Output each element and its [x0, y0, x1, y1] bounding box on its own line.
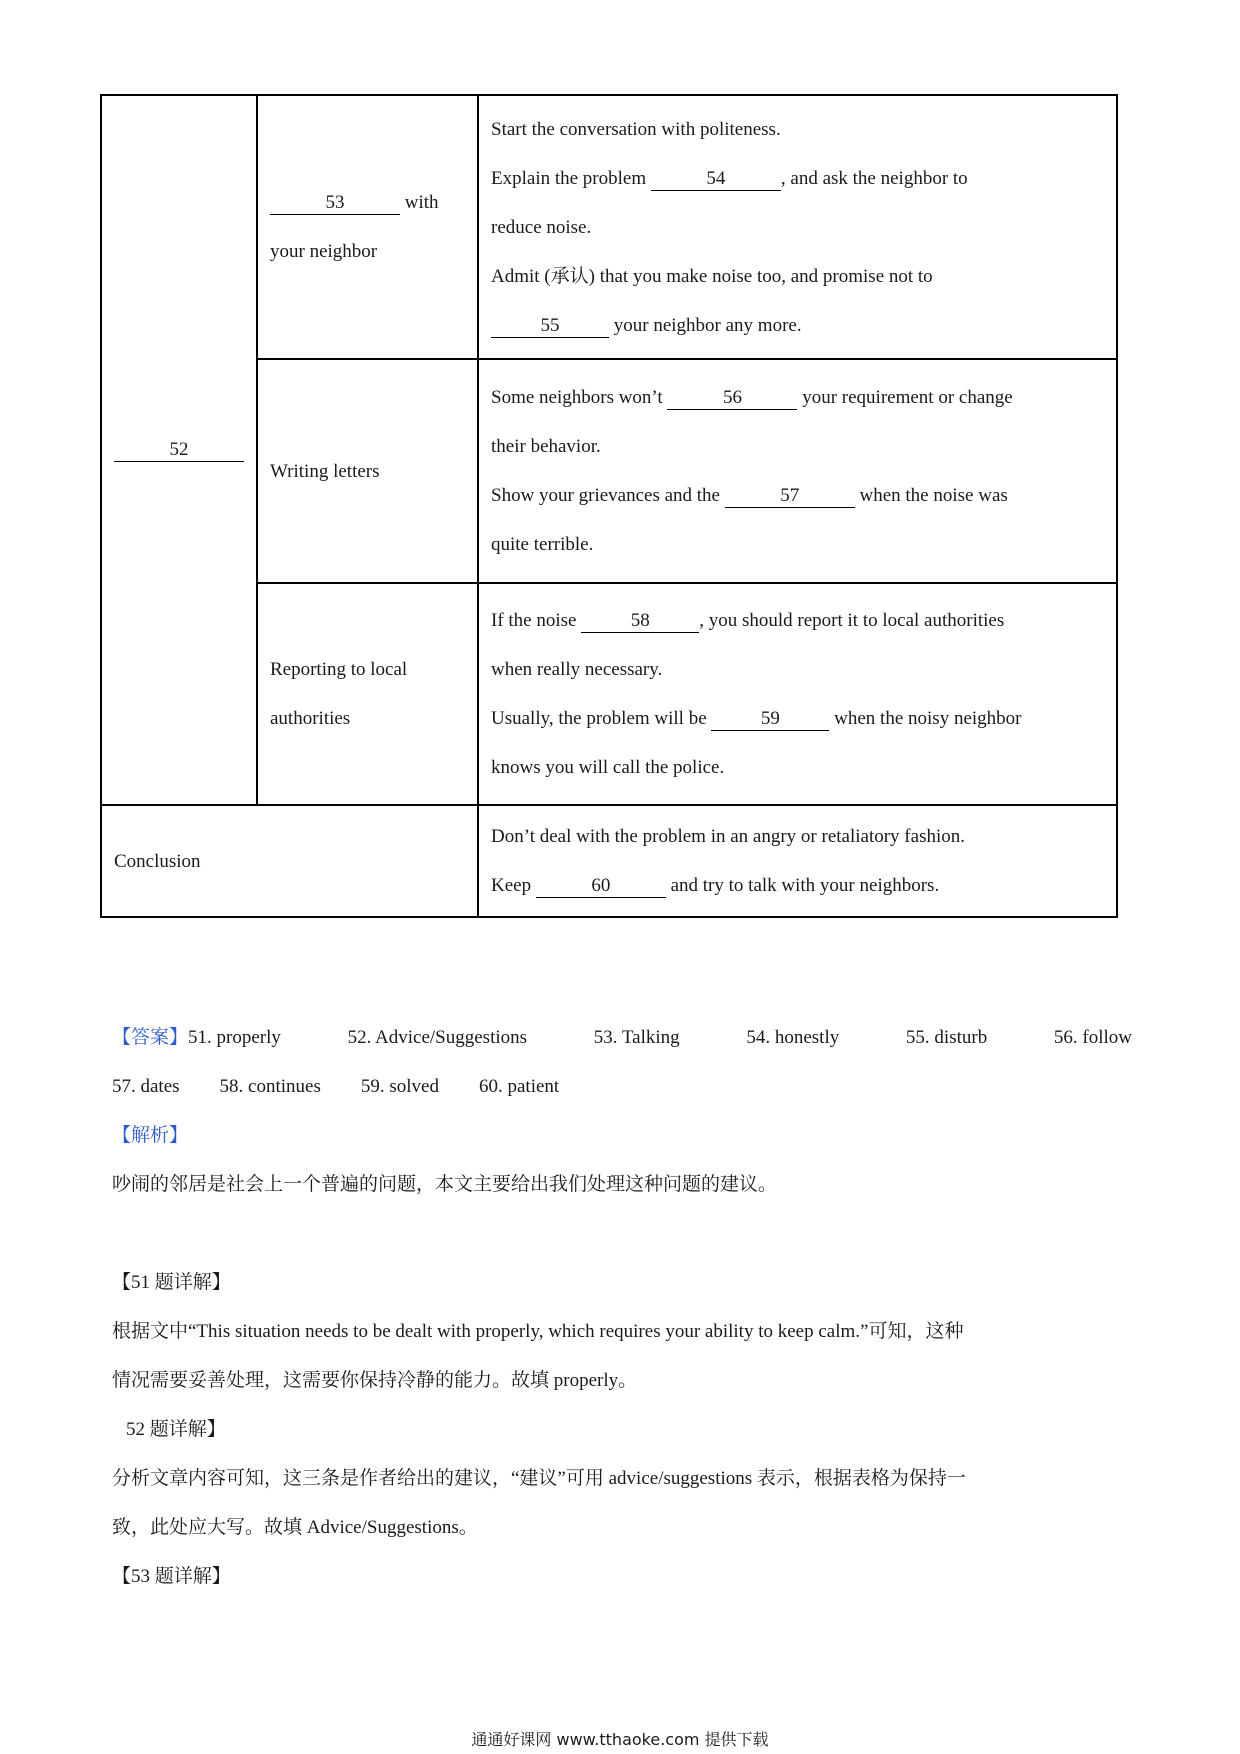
blank-60: 60 [536, 875, 666, 898]
answer-57: 57. dates [112, 1076, 180, 1097]
detail-52-line1: 分析文章内容可知，这三条是作者给出的建议，“建议”可用 advice/suggestions 表示，根据表格为保持一 [112, 1468, 966, 1489]
row3-line3-post: when the noisy neighbor [834, 708, 1022, 729]
row1-line4: Admit (承认) that you make noise too, and promise not to [491, 265, 933, 287]
row1-label-cell [257, 95, 478, 359]
answer-54: 54. honestly [746, 1027, 840, 1048]
blank-52: 52 [114, 439, 244, 462]
answer-tag: 【答案】 [112, 1027, 189, 1048]
answer-53: 53. Talking [593, 1027, 680, 1048]
row1-line3: reduce noise. [491, 216, 592, 238]
analysis-tag: 【解析】 [112, 1125, 189, 1146]
row2-content-cell [478, 359, 1117, 583]
row3-label-line1: Reporting to local [270, 659, 408, 680]
row1-line2-post: , and ask the neighbor to [780, 167, 968, 189]
row3-label-cell [257, 583, 478, 805]
answer-52: 52. Advice/Suggestions [347, 1027, 528, 1048]
row2-line1-post: your requirement or change [802, 387, 1013, 408]
detail-51-line1: 根据文中“This situation needs to be dealt with properly, which requires your ability to keep calm.”可知，这种 [112, 1321, 964, 1342]
analysis-summary: 吵闹的邻居是社会上一个普遍的问题，本文主要给出我们处理这种问题的建议。 [112, 1174, 778, 1195]
conclusion-label: Conclusion [114, 850, 201, 872]
conclusion-label-cell [101, 805, 478, 917]
conclusion-content-cell [478, 805, 1117, 917]
conclusion-line2-post: and try to talk with your neighbors. [670, 875, 940, 896]
answer-key [112, 1013, 1132, 1111]
row2-line3-pre: Show your grievances and the [491, 485, 720, 506]
row1-line2-pre: Explain the problem [491, 167, 647, 189]
page-footer: 通通好课网 www.tthaoke.com 提供下载 [471, 1730, 769, 1749]
answer-59: 59. solved [360, 1076, 439, 1097]
answer-56: 56. follow [1053, 1027, 1132, 1048]
detail-53-heading: 【53 题详解】 [112, 1566, 231, 1587]
answer-55: 55. disturb [905, 1027, 988, 1048]
conclusion-line1: Don’t deal with the problem in an angry or retaliatory fashion. [491, 826, 965, 847]
detail-51-line2: 情况需要妥善处理，这需要你保持冷静的能力。故填 properly。 [112, 1370, 638, 1391]
blank-59: 59 [711, 708, 829, 731]
row1-content-cell [478, 95, 1117, 359]
answer-51: 51. properly [188, 1027, 281, 1048]
advice-table [100, 94, 1116, 916]
detail-51-heading: 【51 题详解】 [112, 1272, 231, 1293]
row2-label: Writing letters [270, 460, 380, 482]
blank-58: 58 [581, 610, 699, 633]
row3-content-cell [478, 583, 1117, 805]
row2-line1-pre: Some neighbors won’t [491, 387, 663, 408]
detail-52 [112, 1405, 1132, 1552]
analysis-section [112, 1111, 1132, 1209]
answer-58: 58. continues [219, 1076, 321, 1097]
row3-line1-post: , you should report it to local authorities [699, 610, 1005, 631]
conclusion-line2-pre: Keep [491, 875, 532, 896]
row3-line3-pre: Usually, the problem will be [491, 708, 707, 729]
blank-55: 55 [491, 315, 609, 338]
detail-52-heading: 52 题详解】 [126, 1419, 226, 1440]
detail-53 [112, 1552, 1132, 1601]
row2-line3-post: when the noise was [859, 485, 1008, 506]
row1-line5-post: your neighbor any more. [613, 314, 802, 336]
row2-label-cell [257, 359, 478, 583]
blank-56: 56 [667, 387, 797, 410]
blank-57: 57 [725, 485, 855, 508]
row3-label-line2: authorities [270, 708, 351, 729]
row1-label-line2: your neighbor [270, 241, 378, 262]
row3-line4: knows you will call the police. [491, 757, 725, 778]
answer-60: 60. patient [478, 1076, 560, 1097]
row3-line2: when really necessary. [491, 659, 663, 680]
row2-line4: quite terrible. [491, 534, 594, 555]
row2-line2: their behavior. [491, 436, 601, 457]
main-topic-cell [101, 95, 257, 805]
row1-line1: Start the conversation with politeness. [491, 118, 781, 140]
detail-52-line2: 致，此处应大写。故填 Advice/Suggestions。 [112, 1517, 478, 1538]
detail-51 [112, 1258, 1132, 1405]
blank-53: 53 [270, 192, 400, 215]
blank-54: 54 [651, 168, 781, 191]
row3-line1-pre: If the noise [491, 610, 577, 631]
row1-label-after: with [404, 192, 439, 213]
